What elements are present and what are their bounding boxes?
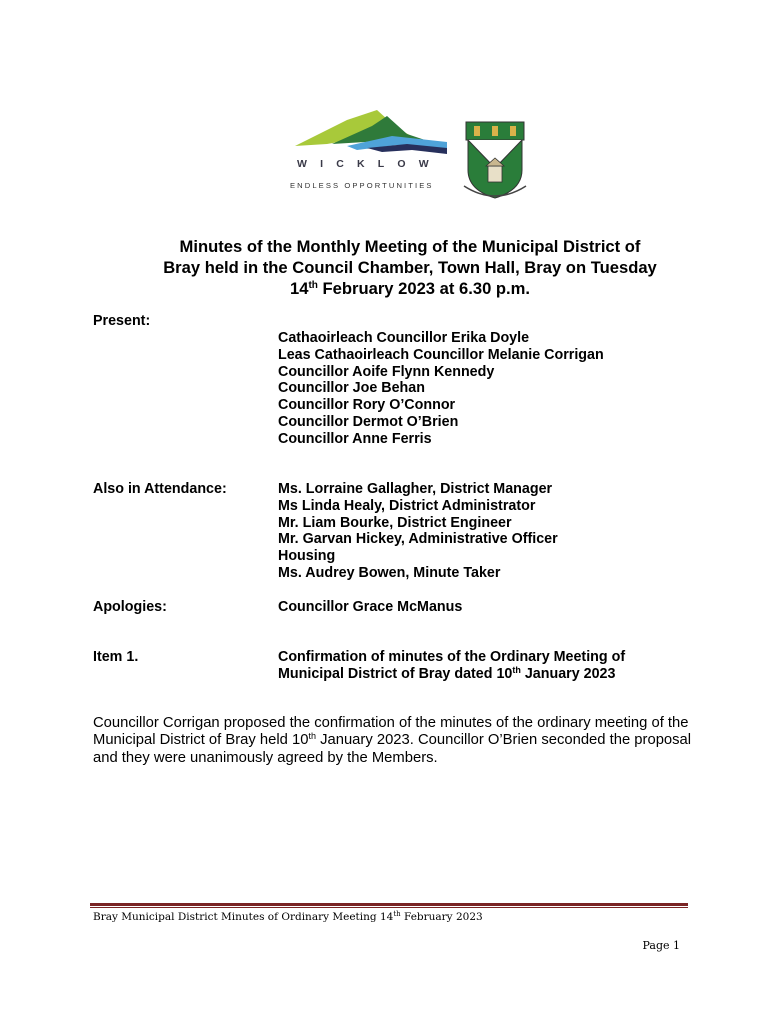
paragraph-sup: th [308,731,316,742]
document-title [90,236,730,299]
title-line-1: Minutes of the Monthly Meeting of the Municipal District of [179,237,641,256]
title-date-rest: February 2023 at 6.30 p.m. [317,279,531,298]
present-member: Councillor Anne Ferris [278,430,432,447]
title-day-suffix: th [308,280,318,291]
footer-rule-thin [90,907,688,908]
item-1-line-2-end: January 2023 [520,665,616,682]
footer-text-sup: th [393,910,401,918]
paragraph-part-2: January 2023. Councillor O’Brien seconded the proposal and they were unanimously agreed by the Members. [93,732,692,766]
apologies-member: Councillor Grace McManus [278,599,463,615]
attendance-list [278,481,698,582]
present-member: Cathaoirleach Councillor Erika Doyle [278,330,530,346]
attendance-member: Ms. Audrey Bowen, Minute Taker [278,564,501,581]
title-line-3 [90,278,730,299]
title-day: 14 [289,279,309,298]
page-number: Page 1 [642,939,680,952]
attendance-member: Ms Linda Healy, District Administrator [278,497,536,514]
present-member: Councillor Aoife Flynn Kennedy [278,363,495,380]
attendance-label: Also in Attendance: [93,481,227,497]
present-list [278,330,698,448]
logo-wordmark: WICKLOW [297,158,442,170]
item-1-line-2-text: Municipal District of Bray dated 10 [278,665,513,682]
present-member: Leas Cathaoirleach Councillor Melanie Corrigan [278,346,604,363]
item-1-line-2-sup: th [512,664,521,675]
present-label: Present: [93,313,151,329]
paragraph-part-1: Councillor Corrigan proposed the confirmation of the minutes of the ordinary meeting of the Municipal District of Bray held 10 [93,715,689,749]
attendance-member: Mr. Liam Bourke, District Engineer [278,514,512,531]
footer-text-post: February 2023 [400,911,483,923]
logo-tagline: ENDLESS OPPORTUNITIES [290,181,434,190]
item-1-paragraph [93,715,693,767]
county-crest-icon [462,120,528,202]
footer-rule [90,903,688,906]
attendance-member: Housing [278,548,336,565]
footer-text [93,911,593,923]
present-member: Councillor Joe Behan [278,380,425,397]
apologies-value [278,599,698,616]
item-1-label: Item 1. [93,649,139,665]
item-1-line-2 [278,666,698,683]
item-1-line-1: Confirmation of minutes of the Ordinary Meeting of [278,649,626,665]
header-logos [287,108,532,203]
title-line-2: Bray held in the Council Chamber, Town Hall, Bray on Tuesday [163,258,657,277]
present-member: Councillor Dermot O’Brien [278,413,459,430]
item-1-heading [278,649,698,683]
footer-text-pre: Bray Municipal District Minutes of Ordinary Meeting 14 [93,911,394,923]
attendance-member: Mr. Garvan Hickey, Administrative Officer [278,531,558,548]
attendance-member: Ms. Lorraine Gallagher, District Manager [278,481,553,497]
present-member: Councillor Rory O’Connor [278,397,456,414]
apologies-label: Apologies: [93,599,167,615]
